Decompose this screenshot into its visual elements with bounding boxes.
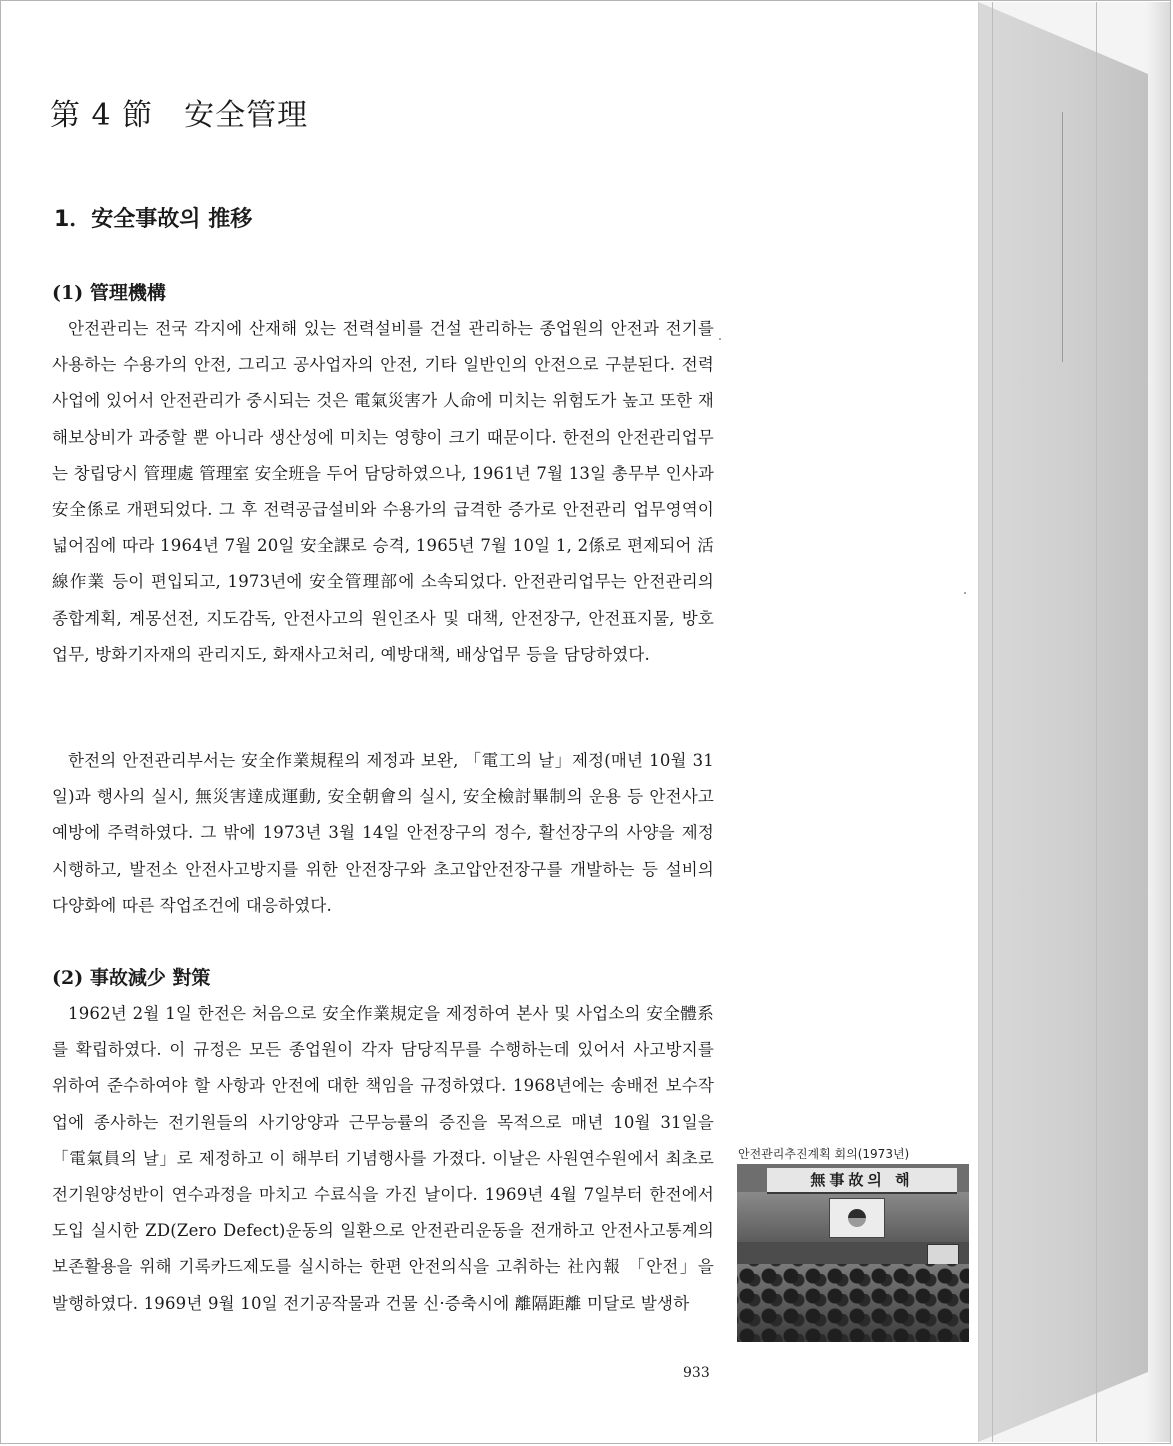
photo-banner-text: 無事故의 해 [767, 1168, 957, 1194]
audience-image [737, 1264, 969, 1342]
page-number: 933 [683, 1365, 710, 1381]
flag-image [829, 1198, 885, 1238]
subsection-title-management: (1) 管理機構 [52, 282, 166, 304]
book-page-edges [978, 2, 1170, 1442]
scan-speck [719, 338, 721, 340]
scan-speck [964, 592, 966, 594]
subsection-title-accident-reduction: (2) 事故減少 對策 [52, 967, 211, 989]
document-page [2, 2, 979, 1442]
paragraph-management-2: 한전의 안전관리부서는 安全作業規程의 제정과 보완, 「電工의 날」제정(매년 10월 31일)과 행사의 실시, 無災害達成運動, 安全朝會의 실시, 安全檢討畢制의 운용 등 안전사고예방에 주력하였다. 그 밖에 1973년 3월 14일 안전장구의 정수, 활선장구의 사양을 제정 시행하고, 발전소 안전사고방지를 위한 안전장구와 초고압안전장구를 개발하는 등 설비의 다양화에 따른 작업조건에 대응하였다. [52, 751, 714, 915]
section-title: 1．安全事故의 推移 [54, 207, 253, 232]
chapter-title: 第 4 節 安全管理 [50, 98, 309, 133]
figure-caption: 안전관리추진계획 회의(1973년) [738, 1147, 910, 1161]
meeting-photo [737, 1164, 969, 1342]
paragraph-accident-reduction-1: 1962년 2월 1일 한전은 처음으로 安全作業規定을 제정하여 본사 및 사업소의 安全體系를 확립하였다. 이 규정은 모든 종업원이 각자 담당직무를 수행하는데 있어서 사고방지를 위하여 준수하여야 할 사항과 안전에 대한 책임을 규정하였다. 1968년에는 송배전 보수작업에 종사하는 전기원들의 사기앙양과 근무능률의 증진을 목적으로 매년 10월 31일을 「電氣員의 날」로 제정하고 이 해부터 기념행사를 가졌다. 이날은 사원연수원에서 최초로 전기원양성반이 연수과정을 마치고 수료식을 가진 날이다. 1969년 4월 7일부터 한전에서 도입 실시한 ZD(Zero Defect)운동의 일환으로 안전관리운동을 전개하고 안전사고통계의 보존활용을 위해 기록카드제도를 실시하는 한편 안전의식을 고취하는 社內報 「안전」을 발행하였다. 1969년 9월 10일 전기공작물과 건물 신·증축시에 離隔距離 미달로 발생하 [52, 1004, 714, 1313]
paragraph-management-1: 안전관리는 전국 각지에 산재해 있는 전력설비를 건설 관리하는 종업원의 안전과 전기를 사용하는 수용가의 안전, 그리고 공사업자의 안전, 기타 일반인의 안전으로 구분된다. 전력사업에 있어서 안전관리가 중시되는 것은 電氣災害가 人命에 미치는 위험도가 높고 또한 재해보상비가 과중할 뿐 아니라 생산성에 미치는 영향이 크기 때문이다. 한전의 안전관리업무는 창립당시 管理處 管理室 安全班을 두어 담당하였으나, 1961년 7월 13일 총무부 인사과 安全係로 개편되었다. 그 후 전력공급설비와 수용가의 급격한 증가로 안전관리 업무영역이 넓어짐에 따라 1964년 7월 20일 安全課로 승격, 1965년 7월 10일 1, 2係로 편제되어 活線作業 등이 편입되고, 1973년에 安全管理部에 소속되었다. 안전관리업무는 안전관리의 종합계획, 계몽선전, 지도감독, 안전사고의 원인조사 및 대책, 안전장구, 안전표지물, 방호업무, 방화기자재의 관리지도, 화재사고처리, 예방대책, 배상업무 등을 담당하였다. [52, 319, 714, 664]
